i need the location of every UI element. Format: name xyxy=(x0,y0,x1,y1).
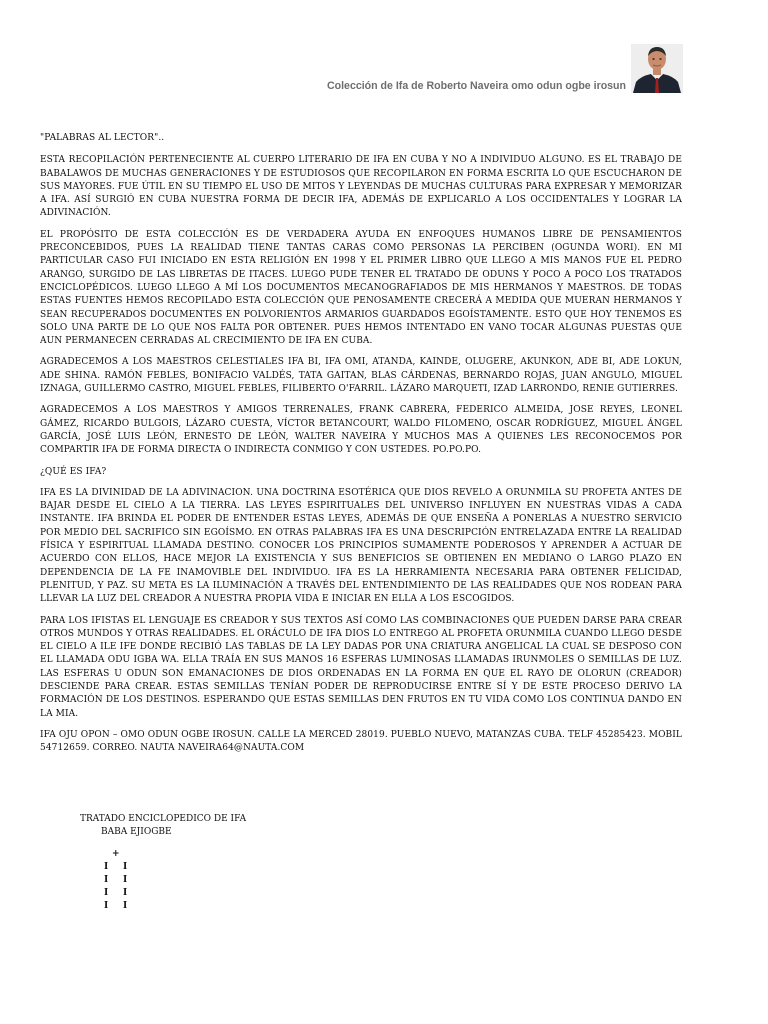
sign-mark: I xyxy=(123,862,128,872)
paragraph-celestial-thanks: AGRADECEMOS A LOS MAESTROS CELESTIALES IFA BI, IFA OMI, ATANDA, KAINDE, OLUGERE, AKUNKON, ADE BI, ADE LOKUN, ADE SHINA. RAMÓN FEBLES, BONIFACIO VALDÉS, TATA GAITAN, BLAS CÁRDENAS, BERNARDO ROJAS, JUAN ANGULO, MIGUEL IZNAGA, GUILLERMO CASTRO, MIGUEL FEBLES, FILIBERTO O'FARRIL. LÁZARO MARQUETI, IZAD LARRONDO, RENIE GUTIERRES. xyxy=(40,357,682,395)
document-body xyxy=(40,132,682,755)
sign-mark: I xyxy=(104,875,109,885)
sign-mark: I xyxy=(123,901,128,911)
treatise-title: TRATADO ENCICLOPEDICO DE IFA xyxy=(80,814,247,824)
sign-mark: I xyxy=(104,888,109,898)
sign-row xyxy=(104,861,142,874)
section-heading-what-is-ifa: ¿QUÉ ES IFA? xyxy=(40,466,107,477)
sign-mark: I xyxy=(123,875,128,885)
portrait-photo-icon xyxy=(631,44,683,93)
sign-mark: I xyxy=(104,901,109,911)
paragraph-earthly-thanks: AGRADECEMOS A LOS MAESTROS Y AMIGOS TERRENALES, FRANK CABRERA, FEDERICO ALMEIDA, JOSE REYES, LEONEL GÁMEZ, RICARDO BULGOIS, LÁZARO CUESTA, VÍCTOR BETANCOURT, WALDO FILOMENO, OSCAR RODRÍGUEZ, MIGUEL ÁNGEL GARCÍA, JOSÉ LUIS LEÓN, ERNESTO DE LEÓN, WALTER NAVEIRA Y MUCHOS MAS A QUIENES LES RECONOCEMOS POR COMPARTIR IFA DE FORMA DIRECTA O INDIRECTA CONMIGO Y CON USTEDES. PO.PO.PO. xyxy=(40,405,682,456)
plus-mark: + xyxy=(112,849,120,859)
paragraph-purpose: EL PROPÓSITO DE ESTA COLECCIÓN ES DE VERDADERA AYUDA EN ENFOQUES HUMANOS LIBRE DE PENSAMIENTOS PRECONCEBIDOS, PUES LA REALIDAD TIENE TANTAS CARAS COMO PERSONAS LA PERCIBEN (OGUNDA WORI). EN MI PARTICULAR CASO FUI INICIADO EN ESTA RELIGIÓN EN 1998 Y EL PRIMER LIBRO QUE LLEGO A MIS MANOS FUE EL PEDRO ARANGO, SURGIDO DE LAS LIBRETAS DE ITACES. LUEGO PUDE TENER EL TRATADO DE ODUNS Y POCO A POCO LOS TRATADOS ENCICLOPÉDICOS. LUEGO LLEGO A MÍ LOS DOCUMENTOS MECANOGRAFIADOS DE MIS HERMANOS Y MAESTROS. DE TODAS ESTAS FUENTES HEMOS RECOPILADO ESTA COLECCIÓN QUE PENOSAMENTE CRECERÁ A MEDIDA QUE MUERAN HERMANOS Y SEAN RECUPERADOS DOCUMENTES EN POLVORIENTOS ARMARIOS GUARDADOS EGOÍSTAMENTE. ESTO QUE HOY TENEMOS ES SOLO UNA PARTE DE LO QUE NOS FALTA POR OBTENER. PUES HEMOS INTENTADO EN VANO TOCAR ALGUNAS PUESTAS QUE AUN PERMANECEN CERRADAS AL CRECIMIENTO DE IFA EN CUBA. xyxy=(40,229,682,347)
sign-mark: I xyxy=(123,888,128,898)
treatise-title-block xyxy=(80,813,246,839)
paragraph-language: PARA LOS IFISTAS EL LENGUAJE ES CREADOR Y SUS TEXTOS ASÍ COMO LAS COMBINACIONES QUE PUEDEN DARSE PARA CREAR OTROS MUNDOS Y OTRAS REALIDADES. EL ORÁCULO DE IFA DIOS LO ENTREGO AL PROFETA ORUNMILA CUANDO LLEGO DESDE EL CIELO A ILE IFE DONDE RECIBIÓ LAS TABLAS DE LA LEY DADAS POR UNA CRIATURA ANGELICAL LA CUAL SE DESPOSO CON EL LLAMADA ODU IGBA WA. ELLA TRAÍA EN SUS MANOS 16 ESFERAS LUMINOSAS LLAMADAS IRUNMOLES O SEMILLAS DE LUZ. LAS ESFERAS U ODUN SON EMANACIONES DE DIOS ORDENADAS EN LA FORMA EN QUE EL RAYO DE OLORUN (CREADOR) DESCIENDE PARA CREAR. ESTAS SEMILLAS TENÍAN PODER DE REPRODUCIRSE ENTRE SÍ Y DE ESTE PROCESO DERIVO LA FORMACIÓN DE LOS DESTINOS. ESPERANDO QUE ESTAS SEMILLAS DEN FRUTOS EN TU VIDA COMO LOS CONTINUA DANDO EN LA MIA. xyxy=(40,615,682,719)
paragraph-ifa-definition: IFA ES LA DIVINIDAD DE LA ADIVINACION. UNA DOCTRINA ESOTÉRICA QUE DIOS REVELO A ORUNMILA SU PROFETA ANTES DE BAJAR DESDE EL CIELO A LA TIERRA. LAS LEYES ESPIRITUALES DEL UNIVERSO INFLUYEN EN NUESTRAS VIDAS A CADA INSTANTE. IFA BRINDA EL PODER DE ENTENDER ESTAS LEYES, ADEMÁS DE QUE ENSEÑA A PONERLAS A NUESTRO SERVICIO POR MEDIO DEL SACRIFICO SIN EGOÍSMO. EN OTRAS PALABRAS IFA ES UNA DESCRIPCIÓN ENTRELAZADA ENTRE LA REALIDAD FÍSICA Y ESPIRITUAL LLAMADA DESTINO. CONOCER LOS PRINCIPIOS SUMAMENTE PODEROSOS Y APRENDER A ACTUAR DE ACUERDO CON ELLOS, HACE MEJOR LA EXISTENCIA Y SUS BENEFICIOS SE OBTIENEN EN MEDIANO O LARGO PLAZO EN DEPENDENCIA DE LA FE INAMOVIBLE DEL INDIVIDUO. IFA ES LA HERRAMIENTA NECESARIA PARA OBTENER FELICIDAD, PLENITUD, Y PAZ. SU META ES LA ILUMINACIÓN A TRAVÉS DEL ENTENDIMIENTO DE LAS REALIDADES QUE NOS RODEAN PARA LLEVAR LA LUZ DEL CREADOR A NUESTRA PROPIA VIDA E INICIAR EN ELLA A LOS ESCOGIDOS. xyxy=(40,487,682,605)
paragraph-intro: ESTA RECOPILACIÓN PERTENECIENTE AL CUERPO LITERARIO DE IFA EN CUBA Y NO A INDIVIDUO ALGUNO. ES EL TRABAJO DE BABALAWOS DE MUCHAS GENERACIONES Y DE ESTUDIOSOS QUE RECOPILARON EN FORMA ESCRITA LO QUE ESCUCHARON DE SUS MAYORES. FUE ÚTIL EN SU TIEMPO EL USO DE MITOS Y LEYENDAS DE MUCHAS CULTURAS PARA EXPRESAR Y MEMORIZAR A IFA. ASÍ SURGIÓ EN CUBA NUESTRA FORMA DE DECIR IFA, ADEMÁS DE EXPLICARLO A LOS OCCIDENTALES Y LOGRAR LA ADIVINACIÓN. xyxy=(40,155,682,219)
odu-name: BABA EJIOGBE xyxy=(101,827,172,837)
odu-sign xyxy=(104,848,142,913)
sign-row xyxy=(104,874,142,887)
sign-mark: I xyxy=(104,862,109,872)
collection-title: Colección de Ifa de Roberto Naveira omo odun ogbe irosun xyxy=(326,80,626,92)
sign-row xyxy=(104,887,142,900)
preface-heading: "PALABRAS AL LECTOR".. xyxy=(40,133,165,143)
sign-row xyxy=(104,900,142,913)
contact-info: IFA OJU OPON – OMO ODUN OGBE IROSUN. CALLE LA MERCED 28019. PUEBLO NUEVO, MATANZAS CUBA. TELF 45285423. MOBIL 54712659. CORREO. NAUTA NAVEIRA64@NAUTA.COM xyxy=(40,729,682,754)
